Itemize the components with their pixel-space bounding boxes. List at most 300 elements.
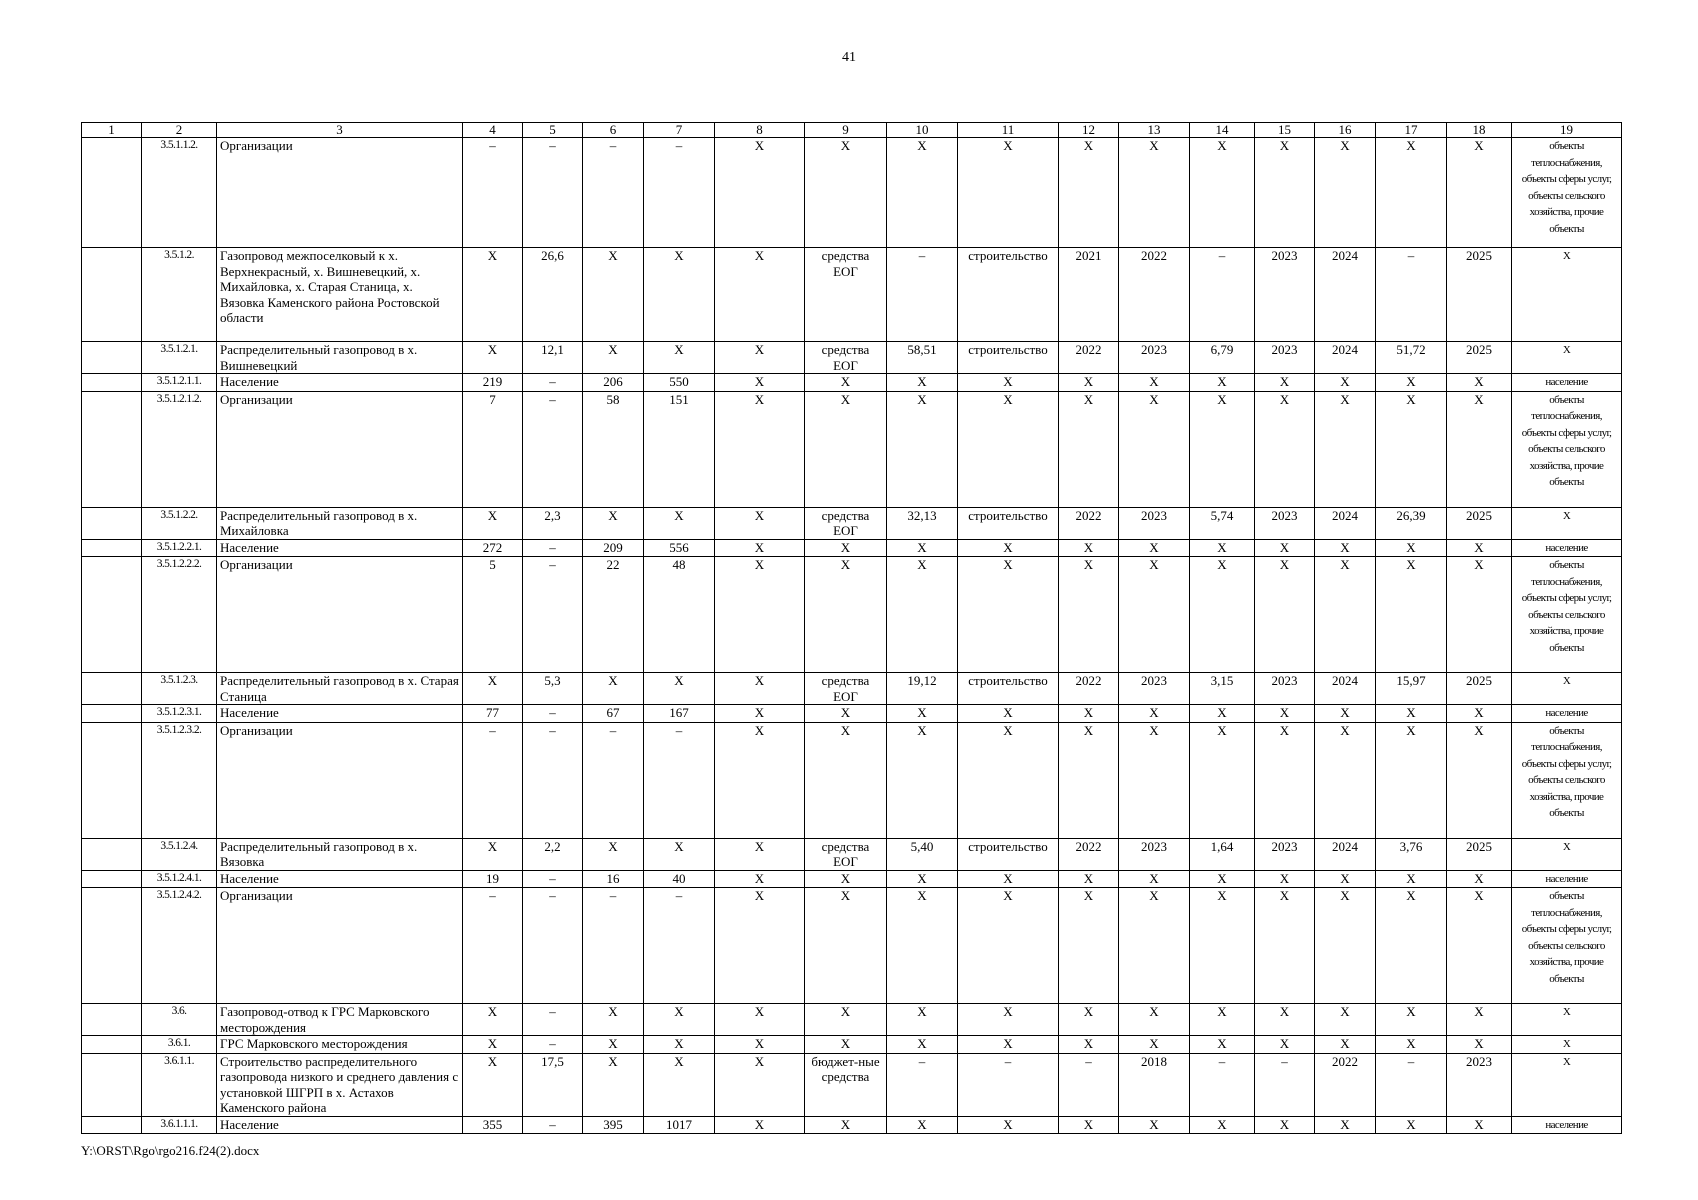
- item-name-cell: Распределительный газопровод в х. Вишневецкий: [217, 342, 463, 374]
- table-cell: Х: [887, 888, 958, 1004]
- table-cell: 58,51: [887, 342, 958, 374]
- column-number-header: 12: [1059, 123, 1119, 138]
- table-cell: Х: [805, 870, 887, 888]
- table-cell: Х: [715, 1053, 805, 1116]
- table-cell: 2024: [1315, 248, 1376, 342]
- table-cell: Х: [715, 1116, 805, 1134]
- table-cell: 19,12: [887, 673, 958, 705]
- table-cell: –: [1059, 1053, 1119, 1116]
- column-number-header: 2: [142, 123, 217, 138]
- table-cell: Х: [805, 374, 887, 392]
- table-cell: [82, 539, 142, 557]
- table-cell: Х: [1447, 557, 1512, 673]
- table-cell: 6,79: [1190, 342, 1255, 374]
- table-cell: Х: [1190, 888, 1255, 1004]
- table-cell: 15,97: [1376, 673, 1447, 705]
- table-cell: 2023: [1255, 248, 1315, 342]
- item-name-cell: Строительство распределительного газопровода низкого и среднего давления с установкой ШГРП в х. Астахов Каменского района: [217, 1053, 463, 1116]
- table-cell: 2022: [1315, 1053, 1376, 1116]
- column-number-header: 10: [887, 123, 958, 138]
- table-cell: 2023: [1119, 838, 1190, 870]
- table-cell: Х: [644, 673, 715, 705]
- table-cell: Х: [583, 1004, 644, 1036]
- table-cell: 58: [583, 391, 644, 507]
- table-row: [82, 539, 1622, 557]
- table-cell: Х: [887, 1036, 958, 1054]
- table-row: [82, 557, 1622, 673]
- item-code-cell: 3.5.1.2.4.1.: [142, 870, 217, 888]
- table-cell: Х: [958, 374, 1059, 392]
- table-cell: Х: [805, 539, 887, 557]
- table-cell: Х: [583, 1036, 644, 1054]
- table-cell: –: [523, 539, 583, 557]
- table-cell: Х: [958, 391, 1059, 507]
- column-number-header: 9: [805, 123, 887, 138]
- column-number-header: 3: [217, 123, 463, 138]
- column-number-header: 8: [715, 123, 805, 138]
- table-cell: –: [644, 722, 715, 838]
- table-cell: Х: [583, 507, 644, 539]
- table-cell: Х: [644, 248, 715, 342]
- item-name-cell: Распределительный газопровод в х. Вязовка: [217, 838, 463, 870]
- table-row: [82, 1053, 1622, 1116]
- table-cell: Х: [958, 557, 1059, 673]
- table-cell: 206: [583, 374, 644, 392]
- table-cell: Х: [1255, 391, 1315, 507]
- table-cell: средства ЕОГ: [805, 342, 887, 374]
- table-cell: Х: [1190, 138, 1255, 248]
- table-row: [82, 722, 1622, 838]
- table-cell: [82, 1004, 142, 1036]
- column-number-header: 5: [523, 123, 583, 138]
- table-cell: Х: [1119, 1036, 1190, 1054]
- item-name-cell: Организации: [217, 888, 463, 1004]
- table-cell: Х: [1059, 870, 1119, 888]
- table-cell: Х: [1059, 722, 1119, 838]
- table-cell: 219: [463, 374, 523, 392]
- table-cell: [82, 374, 142, 392]
- table-cell: 550: [644, 374, 715, 392]
- table-cell: 26,6: [523, 248, 583, 342]
- table-cell: Х: [463, 342, 523, 374]
- item-code-cell: 3.5.1.2.3.2.: [142, 722, 217, 838]
- item-code-cell: 3.5.1.2.3.1.: [142, 705, 217, 723]
- table-cell: Х: [1315, 888, 1376, 1004]
- table-cell: Х: [1119, 391, 1190, 507]
- table-cell: Х: [1255, 870, 1315, 888]
- table-cell: Х: [1190, 1036, 1255, 1054]
- footer-file-path: Y:\ORST\Rgo\rgo216.f24(2).docx: [81, 1143, 260, 1158]
- table-cell: 32,13: [887, 507, 958, 539]
- table-cell: средства ЕОГ: [805, 248, 887, 342]
- table-cell: Х: [1190, 722, 1255, 838]
- table-cell: 7: [463, 391, 523, 507]
- table-row: [82, 673, 1622, 705]
- table-cell: 2023: [1255, 838, 1315, 870]
- table-cell: Х: [1315, 870, 1376, 888]
- table-cell: Х: [715, 1004, 805, 1036]
- table-cell: Х: [644, 838, 715, 870]
- table-cell: 2023: [1255, 673, 1315, 705]
- consumer-category-cell: Х: [1512, 1053, 1622, 1116]
- table-cell: 2024: [1315, 673, 1376, 705]
- table-cell: Х: [1315, 138, 1376, 248]
- page-number: 41: [842, 50, 856, 65]
- consumer-category-cell: Х: [1512, 838, 1622, 870]
- table-cell: Х: [805, 722, 887, 838]
- table-cell: Х: [715, 507, 805, 539]
- table-cell: Х: [583, 342, 644, 374]
- item-code-cell: 3.5.1.2.3.: [142, 673, 217, 705]
- table-cell: 2022: [1059, 507, 1119, 539]
- consumer-category-cell: Х: [1512, 1004, 1622, 1036]
- table-cell: –: [583, 722, 644, 838]
- table-row: [82, 705, 1622, 723]
- table-cell: –: [583, 138, 644, 248]
- table-cell: –: [887, 1053, 958, 1116]
- table-cell: 1,64: [1190, 838, 1255, 870]
- table-cell: [82, 870, 142, 888]
- table-cell: строительство: [958, 507, 1059, 539]
- column-number-header: 18: [1447, 123, 1512, 138]
- table-cell: [82, 138, 142, 248]
- table-cell: Х: [583, 1053, 644, 1116]
- table-cell: Х: [805, 1004, 887, 1036]
- table-cell: Х: [1119, 138, 1190, 248]
- table-cell: Х: [715, 888, 805, 1004]
- consumer-category-cell: население: [1512, 539, 1622, 557]
- column-number-header: 1: [82, 123, 142, 138]
- table-cell: 2023: [1119, 342, 1190, 374]
- table-cell: Х: [1447, 138, 1512, 248]
- item-name-cell: Распределительный газопровод в х. Михайловка: [217, 507, 463, 539]
- item-name-cell: Население: [217, 1116, 463, 1134]
- table-cell: Х: [1119, 557, 1190, 673]
- table-cell: 5,74: [1190, 507, 1255, 539]
- table-cell: Х: [715, 391, 805, 507]
- table-cell: Х: [1255, 1004, 1315, 1036]
- table-cell: Х: [1376, 1004, 1447, 1036]
- table-cell: Х: [1255, 888, 1315, 1004]
- table-cell: Х: [1190, 870, 1255, 888]
- table-row: [82, 391, 1622, 507]
- table-cell: 16: [583, 870, 644, 888]
- item-code-cell: 3.5.1.1.2.: [142, 138, 217, 248]
- column-number-header: 11: [958, 123, 1059, 138]
- table-cell: Х: [463, 1036, 523, 1054]
- table-cell: [82, 557, 142, 673]
- table-cell: [82, 248, 142, 342]
- item-name-cell: Газопровод-отвод к ГРС Марковского месторождения: [217, 1004, 463, 1036]
- table-cell: средства ЕОГ: [805, 838, 887, 870]
- table-cell: 2024: [1315, 342, 1376, 374]
- table-cell: Х: [805, 1116, 887, 1134]
- table-cell: Х: [1059, 1116, 1119, 1134]
- table-cell: Х: [1255, 557, 1315, 673]
- consumer-category-cell: объекты теплоснабжения, объекты сферы услуг, объекты сельского хозяйства, прочие объекты: [1512, 888, 1622, 1004]
- table-cell: 22: [583, 557, 644, 673]
- item-code-cell: 3.5.1.2.1.: [142, 342, 217, 374]
- table-cell: 2024: [1315, 507, 1376, 539]
- item-name-cell: Население: [217, 705, 463, 723]
- table-cell: Х: [1255, 374, 1315, 392]
- column-number-header: 4: [463, 123, 523, 138]
- item-name-cell: Организации: [217, 722, 463, 838]
- table-cell: Х: [715, 539, 805, 557]
- table-cell: Х: [958, 1036, 1059, 1054]
- table-cell: [82, 838, 142, 870]
- table-cell: Х: [805, 1036, 887, 1054]
- table-cell: 2025: [1447, 507, 1512, 539]
- table-cell: –: [1376, 248, 1447, 342]
- table-cell: Х: [715, 722, 805, 838]
- table-cell: Х: [958, 539, 1059, 557]
- table-cell: Х: [1376, 539, 1447, 557]
- table-cell: Х: [805, 391, 887, 507]
- table-cell: [82, 705, 142, 723]
- table-cell: Х: [1255, 1116, 1315, 1134]
- table-cell: Х: [1190, 557, 1255, 673]
- table-cell: 2,2: [523, 838, 583, 870]
- table-cell: Х: [1059, 705, 1119, 723]
- table-cell: –: [644, 888, 715, 1004]
- table-cell: Х: [887, 870, 958, 888]
- table-cell: 2022: [1059, 673, 1119, 705]
- data-table-container: [81, 122, 1621, 1134]
- table-cell: 2022: [1119, 248, 1190, 342]
- table-cell: 2025: [1447, 342, 1512, 374]
- consumer-category-cell: население: [1512, 1116, 1622, 1134]
- table-cell: Х: [1190, 1116, 1255, 1134]
- table-cell: Х: [1315, 722, 1376, 838]
- table-cell: Х: [715, 870, 805, 888]
- consumer-category-cell: объекты теплоснабжения, объекты сферы услуг, объекты сельского хозяйства, прочие объекты: [1512, 391, 1622, 507]
- table-cell: Х: [1059, 557, 1119, 673]
- table-row: [82, 1036, 1622, 1054]
- table-cell: 40: [644, 870, 715, 888]
- table-cell: Х: [583, 838, 644, 870]
- item-name-cell: Население: [217, 539, 463, 557]
- item-code-cell: 3.6.: [142, 1004, 217, 1036]
- item-name-cell: Организации: [217, 557, 463, 673]
- table-cell: Х: [715, 374, 805, 392]
- table-cell: –: [1376, 1053, 1447, 1116]
- item-code-cell: 3.6.1.1.1.: [142, 1116, 217, 1134]
- table-cell: –: [958, 1053, 1059, 1116]
- table-cell: Х: [958, 1004, 1059, 1036]
- table-cell: Х: [1255, 722, 1315, 838]
- table-row: [82, 1004, 1622, 1036]
- table-row: [82, 507, 1622, 539]
- table-cell: –: [1190, 248, 1255, 342]
- table-cell: Х: [1255, 539, 1315, 557]
- table-cell: Х: [1315, 539, 1376, 557]
- table-cell: Х: [1447, 1004, 1512, 1036]
- table-row: [82, 138, 1622, 248]
- consumer-category-cell: население: [1512, 705, 1622, 723]
- table-cell: 2023: [1119, 673, 1190, 705]
- item-name-cell: Население: [217, 374, 463, 392]
- table-cell: Х: [1119, 374, 1190, 392]
- table-cell: Х: [1376, 557, 1447, 673]
- item-name-cell: Население: [217, 870, 463, 888]
- table-cell: –: [463, 722, 523, 838]
- table-row: [82, 342, 1622, 374]
- table-cell: Х: [1447, 539, 1512, 557]
- consumer-category-cell: население: [1512, 870, 1622, 888]
- table-cell: –: [887, 248, 958, 342]
- consumer-category-cell: объекты теплоснабжения, объекты сферы услуг, объекты сельского хозяйства, прочие объекты: [1512, 557, 1622, 673]
- item-code-cell: 3.5.1.2.1.1.: [142, 374, 217, 392]
- table-cell: Х: [715, 248, 805, 342]
- table-cell: 151: [644, 391, 715, 507]
- table-cell: Х: [1376, 888, 1447, 1004]
- table-cell: Х: [958, 138, 1059, 248]
- table-cell: Х: [887, 1004, 958, 1036]
- table-cell: Х: [1447, 391, 1512, 507]
- consumer-category-cell: Х: [1512, 1036, 1622, 1054]
- table-cell: бюджет-ные средства: [805, 1053, 887, 1116]
- item-code-cell: 3.6.1.: [142, 1036, 217, 1054]
- table-cell: Х: [805, 705, 887, 723]
- item-code-cell: 3.5.1.2.2.: [142, 507, 217, 539]
- table-cell: Х: [887, 1116, 958, 1134]
- table-cell: 2018: [1119, 1053, 1190, 1116]
- table-cell: Х: [715, 138, 805, 248]
- table-cell: 12,1: [523, 342, 583, 374]
- table-cell: Х: [805, 888, 887, 1004]
- table-cell: Х: [1190, 539, 1255, 557]
- item-code-cell: 3.5.1.2.4.2.: [142, 888, 217, 1004]
- table-cell: 17,5: [523, 1053, 583, 1116]
- table-cell: 2,3: [523, 507, 583, 539]
- table-cell: Х: [1447, 1116, 1512, 1134]
- table-cell: Х: [1315, 557, 1376, 673]
- table-row: [82, 870, 1622, 888]
- table-cell: Х: [463, 1004, 523, 1036]
- table-cell: Х: [463, 838, 523, 870]
- table-cell: –: [523, 557, 583, 673]
- table-cell: 2022: [1059, 342, 1119, 374]
- column-number-header: 13: [1119, 123, 1190, 138]
- table-cell: Х: [887, 391, 958, 507]
- table-cell: строительство: [958, 673, 1059, 705]
- table-cell: –: [463, 138, 523, 248]
- table-cell: Х: [1315, 391, 1376, 507]
- table-row: [82, 888, 1622, 1004]
- consumer-category-cell: население: [1512, 374, 1622, 392]
- table-cell: Х: [715, 673, 805, 705]
- table-cell: 395: [583, 1116, 644, 1134]
- item-name-cell: Организации: [217, 391, 463, 507]
- table-cell: 5,40: [887, 838, 958, 870]
- table-cell: –: [523, 138, 583, 248]
- table-cell: Х: [887, 374, 958, 392]
- table-cell: [82, 673, 142, 705]
- table-cell: средства ЕОГ: [805, 507, 887, 539]
- table-cell: Х: [583, 673, 644, 705]
- table-cell: –: [523, 1116, 583, 1134]
- table-cell: Х: [1059, 1036, 1119, 1054]
- table-cell: 556: [644, 539, 715, 557]
- table-cell: Х: [1376, 374, 1447, 392]
- table-cell: Х: [1376, 722, 1447, 838]
- table-cell: –: [523, 1004, 583, 1036]
- table-cell: Х: [887, 705, 958, 723]
- table-cell: Х: [644, 1053, 715, 1116]
- table-cell: [82, 391, 142, 507]
- table-cell: –: [523, 722, 583, 838]
- table-cell: Х: [958, 722, 1059, 838]
- column-number-header: 14: [1190, 123, 1255, 138]
- consumer-category-cell: Х: [1512, 507, 1622, 539]
- table-cell: 3,15: [1190, 673, 1255, 705]
- table-cell: –: [1190, 1053, 1255, 1116]
- table-cell: Х: [715, 1036, 805, 1054]
- table-cell: 67: [583, 705, 644, 723]
- table-cell: –: [463, 888, 523, 1004]
- column-number-header: 6: [583, 123, 644, 138]
- table-cell: Х: [1376, 138, 1447, 248]
- table-cell: 2023: [1255, 507, 1315, 539]
- table-cell: Х: [958, 1116, 1059, 1134]
- table-cell: [82, 722, 142, 838]
- column-number-header: 15: [1255, 123, 1315, 138]
- table-cell: Х: [958, 888, 1059, 1004]
- table-cell: Х: [1059, 1004, 1119, 1036]
- table-cell: средства ЕОГ: [805, 673, 887, 705]
- table-cell: Х: [1376, 870, 1447, 888]
- table-cell: строительство: [958, 342, 1059, 374]
- table-cell: Х: [1447, 705, 1512, 723]
- table-cell: Х: [1059, 374, 1119, 392]
- table-cell: Х: [805, 138, 887, 248]
- table-cell: Х: [1119, 888, 1190, 1004]
- table-cell: Х: [644, 1004, 715, 1036]
- table-cell: 1017: [644, 1116, 715, 1134]
- table-cell: Х: [1376, 1036, 1447, 1054]
- table-cell: 2023: [1447, 1053, 1512, 1116]
- table-cell: Х: [1315, 1116, 1376, 1134]
- item-name-cell: Распределительный газопровод в х. Старая Станица: [217, 673, 463, 705]
- table-cell: Х: [583, 248, 644, 342]
- table-cell: Х: [1255, 705, 1315, 723]
- table-cell: Х: [1376, 391, 1447, 507]
- column-number-header: 7: [644, 123, 715, 138]
- table-cell: Х: [1190, 374, 1255, 392]
- table-cell: Х: [1059, 391, 1119, 507]
- table-cell: Х: [463, 248, 523, 342]
- item-code-cell: 3.5.1.2.4.: [142, 838, 217, 870]
- data-table: [81, 122, 1622, 1134]
- table-cell: 3,76: [1376, 838, 1447, 870]
- table-cell: Х: [805, 557, 887, 673]
- table-cell: Х: [1190, 705, 1255, 723]
- table-cell: Х: [1447, 870, 1512, 888]
- column-number-header: 16: [1315, 123, 1376, 138]
- item-name-cell: Организации: [217, 138, 463, 248]
- consumer-category-cell: объекты теплоснабжения, объекты сферы услуг, объекты сельского хозяйства, прочие объекты: [1512, 722, 1622, 838]
- table-cell: Х: [463, 1053, 523, 1116]
- table-cell: 2022: [1059, 838, 1119, 870]
- table-cell: Х: [1447, 374, 1512, 392]
- table-cell: Х: [1315, 705, 1376, 723]
- table-cell: Х: [1447, 1036, 1512, 1054]
- table-cell: Х: [715, 342, 805, 374]
- item-code-cell: 3.5.1.2.2.1.: [142, 539, 217, 557]
- table-cell: Х: [1190, 1004, 1255, 1036]
- table-cell: Х: [1447, 722, 1512, 838]
